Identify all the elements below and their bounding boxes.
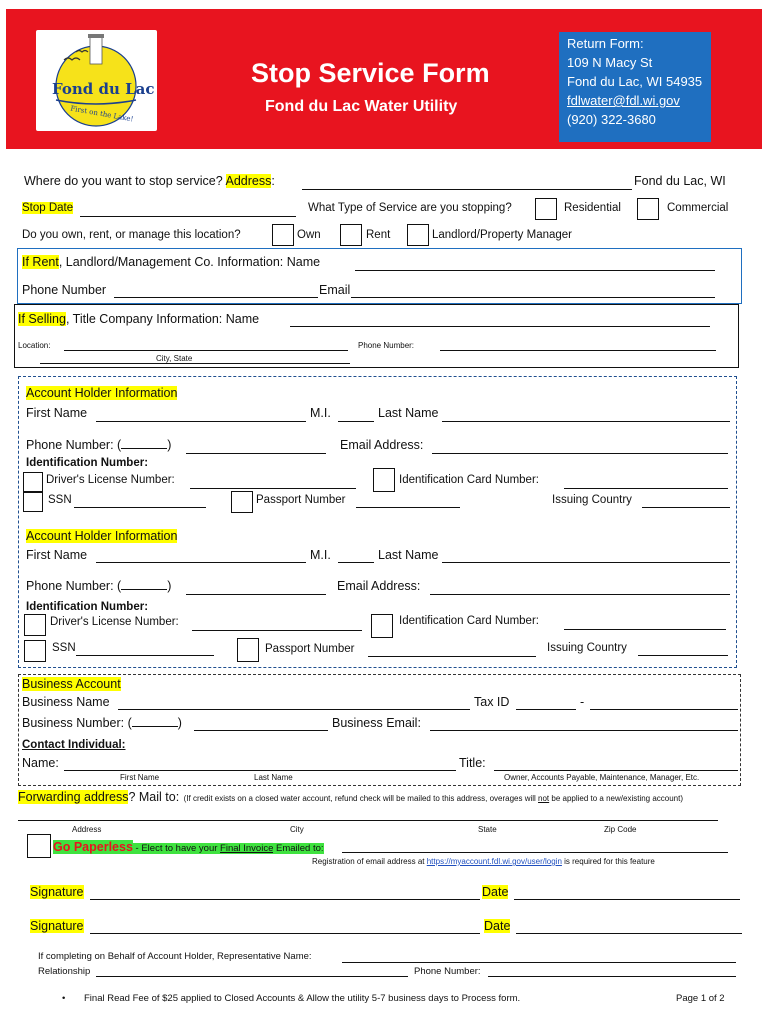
ah2-mi-field[interactable] (338, 562, 374, 563)
rent-phone-label: Phone Number (22, 283, 107, 297)
forwarding-label: Forwarding address (18, 790, 129, 804)
if-rent-label: If Rent (22, 255, 59, 269)
city-state-underline (40, 363, 350, 364)
ah2-ssn-checkbox[interactable] (24, 640, 46, 662)
address-colon: : (271, 174, 275, 188)
ah2-issuing-country-label: Issuing Country (547, 642, 627, 654)
last-name-hint: Last Name (254, 773, 293, 782)
ah1-id-number-label: Identification Number: (26, 457, 149, 469)
form-subtitle: Fond du Lac Water Utility (265, 98, 458, 115)
ah2-mi-label: M.I. (310, 548, 331, 562)
state-hint: State (478, 825, 497, 834)
stop-date-field[interactable] (80, 216, 296, 217)
landlord-checkbox[interactable] (407, 224, 429, 246)
form-title: Stop Service Form (251, 58, 490, 88)
where-label (24, 174, 275, 188)
return-phone: (920) 322-3680 (567, 112, 656, 127)
paperless-checkbox[interactable] (27, 834, 51, 858)
tax-id-dash: - (580, 695, 585, 709)
date-2-field[interactable] (516, 933, 742, 934)
paperless-text-a: - Elect to have your (132, 843, 221, 854)
city-suffix: Fond du Lac, WI (634, 174, 726, 188)
title-company-phone-field[interactable] (440, 350, 716, 351)
city-state-hint: City, State (156, 354, 193, 363)
footer-bullet: • (62, 993, 66, 1004)
ah2-passport-field[interactable] (368, 656, 536, 657)
ah1-id-card-label: Identification Card Number: (399, 474, 539, 486)
signature-1-label: Signature (30, 885, 84, 899)
ah2-id-number-label: Identification Number: (26, 601, 149, 613)
forwarding-note: (If credit exists on a closed water account, refund check will be mailed to this address, overages will not be applied to a new/existing account) (183, 794, 684, 803)
residential-checkbox[interactable] (535, 198, 557, 220)
landlord-name-field[interactable] (355, 270, 715, 271)
ah1-ssn-checkbox[interactable] (23, 492, 43, 512)
ah2-passport-checkbox[interactable] (237, 638, 259, 662)
own-question: Do you own, rent, or manage this location? (22, 229, 241, 241)
ah2-id-card-label: Identification Card Number: (399, 615, 539, 627)
ah1-phone-field[interactable] (186, 453, 326, 454)
selling-name-row (18, 312, 259, 326)
address-hint: Address (72, 825, 102, 834)
contact-name-field[interactable] (64, 770, 456, 771)
tax-id-field-1[interactable] (516, 709, 576, 710)
final-invoice-label: Final Invoice (220, 843, 274, 854)
business-area-code-field[interactable] (132, 726, 178, 727)
title-hint: Owner, Accounts Payable, Maintenance, Manager, Etc. (504, 773, 700, 782)
ah2-first-name-field[interactable] (96, 562, 306, 563)
selling-name-label: , Title Company Information: Name (65, 312, 260, 326)
ah2-phone-close: ) (167, 579, 172, 593)
ah2-last-name-field[interactable] (442, 562, 730, 563)
ah2-passport-label: Passport Number (265, 643, 355, 655)
ah1-last-name-label: Last Name (378, 406, 439, 420)
representative-name-field[interactable] (342, 962, 736, 963)
rent-label: Rent (366, 229, 391, 241)
ah1-mi-field[interactable] (338, 421, 374, 422)
ah2-last-name-label: Last Name (378, 548, 439, 562)
rent-name-label: , Landlord/Management Co. Information: Name (58, 255, 321, 269)
paperless-email-field[interactable] (342, 852, 728, 853)
location-field[interactable] (64, 350, 348, 351)
business-account-heading: Business Account (22, 677, 121, 691)
account-holder-2-heading: Account Holder Information (26, 529, 178, 543)
forwarding-address-field[interactable] (18, 820, 718, 821)
ah1-passport-checkbox[interactable] (231, 491, 253, 513)
own-label: Own (297, 229, 321, 241)
title-company-name-field[interactable] (290, 326, 710, 327)
landlord-email-field[interactable] (351, 297, 715, 298)
address-label: Address (225, 174, 272, 188)
return-email-link[interactable]: fdlwater@fdl.wi.gov (567, 93, 680, 108)
account-holder-1-heading: Account Holder Information (26, 386, 178, 400)
ah2-ssn-label: SSN (52, 642, 76, 654)
ah1-mi-label: M.I. (310, 406, 331, 420)
date-1-label: Date (482, 885, 509, 899)
ah1-id-card-field[interactable] (564, 488, 728, 489)
business-email-field[interactable] (430, 730, 738, 731)
location-label: Location: (18, 341, 51, 350)
ah1-area-code-field[interactable] (121, 448, 167, 449)
date-2-label: Date (484, 919, 511, 933)
business-name-label: Business Name (22, 695, 110, 709)
representative-phone-field[interactable] (488, 976, 736, 977)
date-1-field[interactable] (514, 899, 740, 900)
if-selling-label: If Selling (18, 312, 66, 326)
tax-id-label: Tax ID (474, 695, 510, 709)
ah1-ssn-label: SSN (48, 494, 72, 506)
go-paperless-label: Go Paperless (53, 840, 133, 854)
ah1-ssn-field[interactable] (74, 507, 206, 508)
rent-checkbox[interactable] (340, 224, 362, 246)
ah1-issuing-country-label: Issuing Country (552, 494, 632, 506)
own-checkbox[interactable] (272, 224, 294, 246)
ah2-first-name-label: First Name (26, 548, 88, 562)
ah1-id-card-checkbox[interactable] (373, 468, 395, 492)
registration-link[interactable]: https://myaccount.fdl.wi.gov/user/login (426, 857, 562, 866)
business-number-label (22, 716, 182, 730)
relationship-label: Relationship (38, 966, 91, 977)
ah2-id-card-field[interactable] (564, 629, 726, 630)
logo-tagline: First on the Lake! (69, 104, 134, 124)
signature-2-label: Signature (30, 919, 84, 933)
ah1-drivers-license-field[interactable] (190, 488, 356, 489)
signature-1-field[interactable] (90, 899, 480, 900)
business-number-close: ) (177, 716, 182, 730)
service-type-question: What Type of Service are you stopping? (308, 202, 512, 214)
contact-individual-label: Contact Individual: (22, 739, 126, 751)
ah2-drivers-license-label: Driver's License Number: (50, 616, 179, 628)
contact-title-label: Title: (459, 756, 486, 770)
tax-id-field-2[interactable] (590, 709, 738, 710)
mail-to-label: ? Mail to: (128, 790, 180, 804)
ah2-id-card-checkbox[interactable] (371, 614, 393, 638)
commercial-label: Commercial (667, 202, 729, 214)
representative-label: If completing on Behalf of Account Holder, Representative Name: (38, 951, 312, 962)
ah1-first-name-label: First Name (26, 406, 88, 420)
return-city: Fond du Lac, WI 54935 (567, 74, 703, 89)
page-number: Page 1 of 2 (676, 993, 725, 1004)
forwarding-row (18, 788, 683, 806)
contact-name-label: Name: (22, 756, 59, 770)
first-name-hint: First Name (120, 773, 160, 782)
ah2-area-code-field[interactable] (121, 589, 167, 590)
business-name-field[interactable] (118, 709, 470, 710)
ah2-phone-label (26, 579, 171, 593)
return-form-box (559, 32, 711, 142)
logo-text: Fond du Lac (52, 80, 155, 98)
ah1-phone-label (26, 438, 171, 452)
business-number-field[interactable] (194, 730, 328, 731)
ah1-issuing-country-field[interactable] (642, 507, 730, 508)
footer-note: Final Read Fee of $25 applied to Closed Accounts & Allow the utility 5-7 business days to Process form. (84, 993, 521, 1004)
selling-phone-label: Phone Number: (358, 341, 415, 350)
ah1-phone-open: Phone Number: ( (26, 438, 122, 452)
representative-phone-label: Phone Number: (414, 966, 481, 977)
business-number-open: Business Number: ( (22, 716, 132, 730)
signature-2-field[interactable] (90, 933, 480, 934)
ah2-drivers-license-field[interactable] (192, 630, 362, 631)
commercial-checkbox[interactable] (637, 198, 659, 220)
relationship-field[interactable] (96, 976, 408, 977)
rent-email-label: Email (319, 283, 351, 297)
ah1-passport-label: Passport Number (256, 494, 346, 506)
paperless-text-b: Emailed to: (273, 843, 324, 854)
where-question: Where do you want to stop service? (24, 174, 223, 188)
ah1-first-name-field[interactable] (96, 421, 306, 422)
ah2-email-label: Email Address: (337, 579, 421, 593)
ah1-passport-field[interactable] (356, 507, 460, 508)
city-hint: City (290, 825, 304, 834)
ah1-drivers-license-checkbox[interactable] (23, 472, 43, 492)
paperless-row (53, 838, 324, 856)
stop-date-label: Stop Date (22, 202, 74, 214)
landlord-phone-field[interactable] (114, 297, 318, 298)
ah1-email-label: Email Address: (340, 438, 424, 452)
ah2-drivers-license-checkbox[interactable] (24, 614, 46, 636)
business-email-label: Business Email: (332, 716, 421, 730)
contact-title-field[interactable] (494, 770, 738, 771)
ah2-phone-field[interactable] (186, 594, 326, 595)
rent-name-row (22, 255, 320, 269)
return-label: Return Form: (567, 36, 644, 51)
ah2-email-field[interactable] (430, 594, 730, 595)
landlord-label: Landlord/Property Manager (432, 229, 572, 241)
ah1-phone-close: ) (167, 438, 172, 452)
zip-hint: Zip Code (604, 825, 637, 834)
ah1-drivers-license-label: Driver's License Number: (46, 474, 175, 486)
ah2-ssn-field[interactable] (76, 655, 214, 656)
return-street: 109 N Macy St (567, 55, 653, 70)
residential-label: Residential (564, 202, 621, 214)
service-address-field[interactable] (302, 189, 632, 190)
ah1-email-field[interactable] (432, 453, 728, 454)
ah2-phone-open: Phone Number: ( (26, 579, 122, 593)
ah2-issuing-country-field[interactable] (638, 655, 728, 656)
ah1-last-name-field[interactable] (442, 421, 730, 422)
registration-note: Registration of email address at https://myaccount.fdl.wi.gov/user/login is required for this feature (312, 857, 655, 866)
